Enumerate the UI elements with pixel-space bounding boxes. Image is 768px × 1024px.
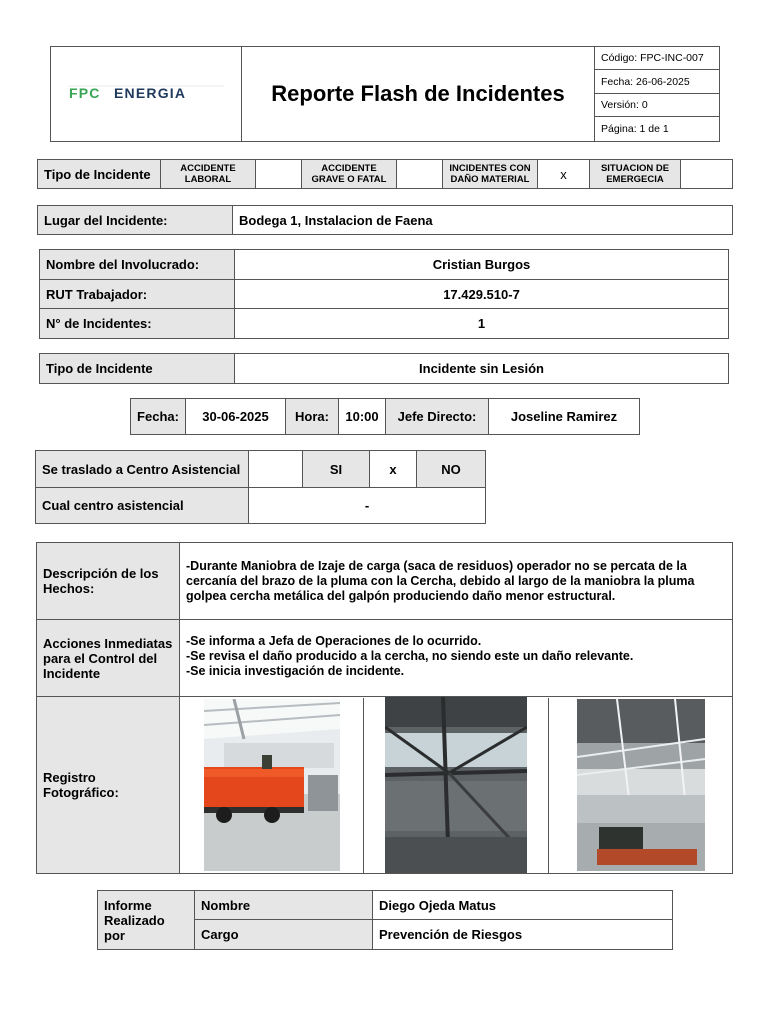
informe-label: Informe Realizado por (98, 891, 195, 950)
nombre-label: Nombre del Involucrado: (40, 250, 235, 280)
informe-cargo-value: Prevención de Riesgos (373, 920, 673, 950)
report-title: Reporte Flash de Incidentes (242, 47, 595, 142)
mark-accidente-grave (397, 160, 443, 189)
lugar-value: Bodega 1, Instalacion de Faena (233, 206, 733, 235)
involucrado-table (39, 249, 729, 339)
option-accidente-laboral: ACCIDENTE LABORAL (161, 160, 256, 189)
header-table (50, 46, 720, 142)
version: Versión: 0 (595, 94, 720, 117)
option-incidentes-dano: INCIDENTES CON DAÑO MATERIAL (443, 160, 538, 189)
num-incidentes-value: 1 (235, 309, 729, 339)
mark-situacion-emergencia (681, 160, 733, 189)
fpc-energia-logo (66, 82, 226, 104)
traslado-mark: x (370, 451, 417, 488)
rut-label: RUT Trabajador: (40, 280, 235, 309)
tipo-label: Tipo de Incidente (40, 354, 235, 384)
codigo: Código: FPC-INC-007 (595, 47, 720, 70)
lugar-table (37, 205, 733, 235)
asistencial-table (35, 450, 486, 524)
registro-photos (180, 697, 733, 874)
svg-text:FPC: FPC (69, 84, 101, 101)
jefe-value: Joseline Ramirez (489, 399, 640, 435)
photo-truck (204, 699, 340, 871)
mark-incidentes-dano: x (538, 160, 590, 189)
cual-centro-value: - (249, 488, 486, 524)
descripcion-label: Descripción de los Hechos: (37, 543, 180, 620)
logo-cell (51, 47, 242, 142)
tipo-value: Incidente sin Lesión (235, 354, 729, 384)
traslado-label: Se traslado a Centro Asistencial (36, 451, 249, 488)
photo-warehouse-roof (577, 699, 705, 871)
informe-table (97, 890, 673, 950)
fecha-doc: Fecha: 26-06-2025 (595, 70, 720, 94)
si-label: SI (303, 451, 370, 488)
registro-label: Registro Fotográfico: (37, 697, 180, 874)
cual-centro-label: Cual centro asistencial (36, 488, 249, 524)
incident-type-table (37, 159, 733, 189)
informe-cargo-label: Cargo (195, 920, 373, 950)
traslado-blank (249, 451, 303, 488)
option-situacion-emergencia: SITUACION DE EMERGECIA (590, 160, 681, 189)
informe-nombre-label: Nombre (195, 891, 373, 920)
mark-accidente-laboral (256, 160, 302, 189)
hora-value: 10:00 (339, 399, 386, 435)
tipo-table (39, 353, 729, 384)
option-accidente-grave: ACCIDENTE GRAVE O FATAL (302, 160, 397, 189)
rut-value: 17.429.510-7 (235, 280, 729, 309)
photo-truss-closeup (385, 697, 527, 873)
incident-type-label: Tipo de Incidente (38, 160, 161, 189)
informe-nombre-value: Diego Ojeda Matus (373, 891, 673, 920)
acciones-value: -Se informa a Jefa de Operaciones de lo ocurrido. -Se revisa el daño producido a la cercha, no siendo este un daño relevante. -Se inicia investigación de incidente. (180, 620, 733, 697)
num-incidentes-label: N° de Incidentes: (40, 309, 235, 339)
fecha-value: 30-06-2025 (186, 399, 286, 435)
datetime-table (130, 398, 640, 435)
nombre-value: Cristian Burgos (235, 250, 729, 280)
pagina: Página: 1 de 1 (595, 117, 720, 142)
svg-text:ENERGIA: ENERGIA (114, 84, 187, 101)
hora-label: Hora: (286, 399, 339, 435)
jefe-label: Jefe Directo: (386, 399, 489, 435)
fecha-label: Fecha: (131, 399, 186, 435)
acciones-label: Acciones Inmediatas para el Control del Incidente (37, 620, 180, 697)
no-label: NO (417, 451, 486, 488)
details-table (36, 542, 733, 874)
lugar-label: Lugar del Incidente: (38, 206, 233, 235)
descripcion-value: -Durante Maniobra de Izaje de carga (saca de residuos) operador no se percata de la cercanía del brazo de la pluma con la Cercha, debido al largo de la maniobra la pluma golpea cercha metálica del galpón produciendo daño menor estructural. (180, 543, 733, 620)
